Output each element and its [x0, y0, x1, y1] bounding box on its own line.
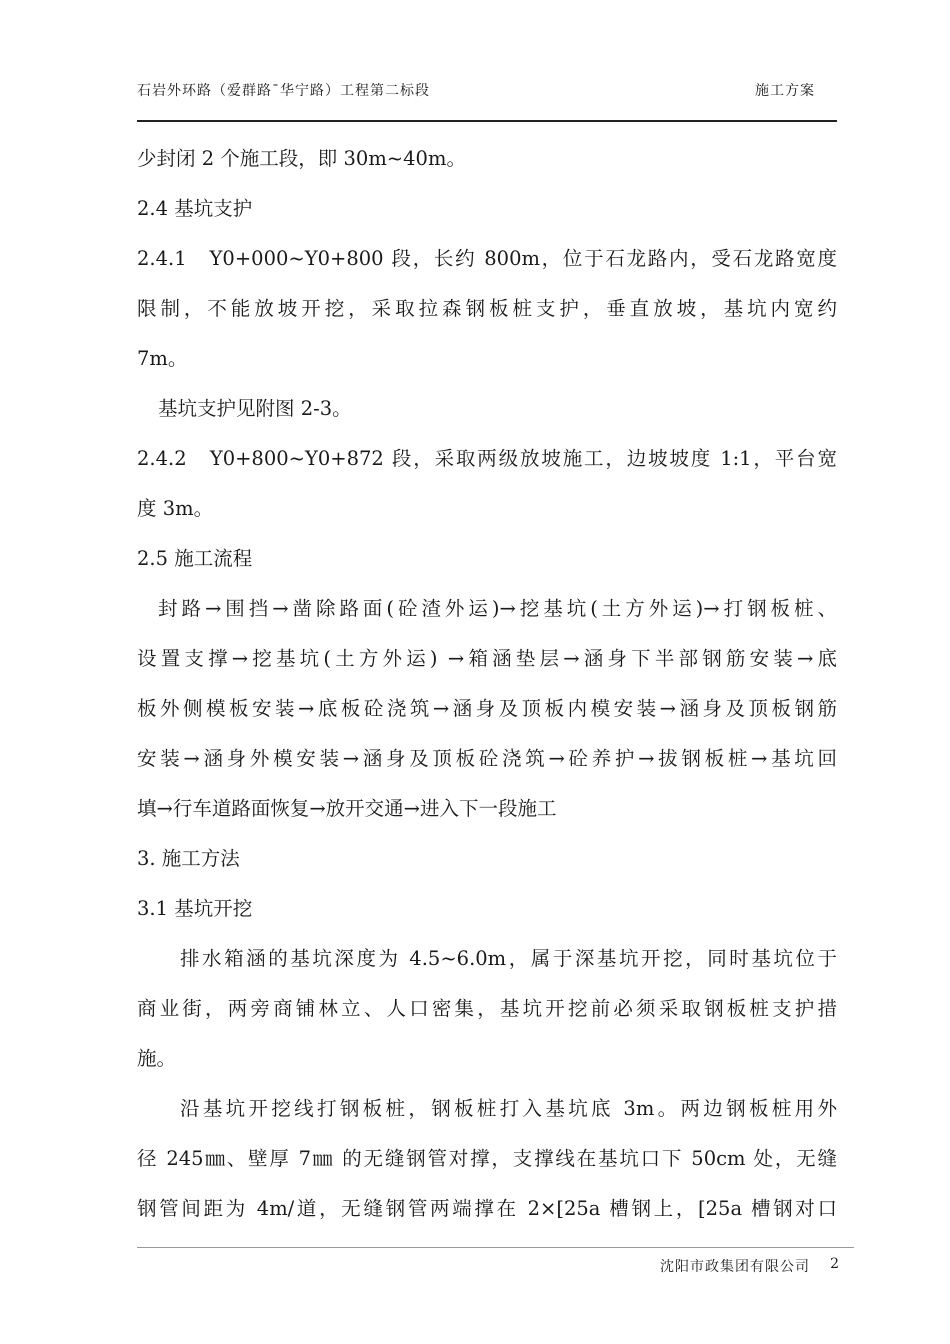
header-project-title: 石岩外环路（爱群路¯华宁路）工程第二标段 [137, 83, 430, 99]
body-line-6: 基坑支护见附图 2-3。 [158, 397, 352, 420]
body-line-11: 设置支撑→挖基坑(土方外运) →箱涵垫层→涵身下半部钢筋安装→底 [137, 647, 837, 670]
body-line-5: 7m。 [137, 347, 188, 370]
header-divider [137, 120, 837, 122]
footer-company-name: 沈阳市政集团有限公司 [660, 1259, 810, 1275]
body-line-19: 施。 [137, 1047, 177, 1070]
body-line-21: 径 245㎜、壁厚 7㎜ 的无缝钢管对撑，支撑线在基坑口下 50cm 处，无缝 [137, 1147, 837, 1170]
body-line-12: 板外侧模板安装→底板砼浇筑→涵身及顶板内模安装→涵身及顶板钢筋 [137, 697, 837, 720]
section-heading-3: 3. 施工方法 [137, 847, 240, 870]
page-number: 2 [830, 1256, 840, 1272]
body-line-22: 钢管间距为 4m/道，无缝钢管两端撑在 2×[25a 槽钢上，[25a 槽钢对口 [137, 1197, 837, 1220]
page-footer [137, 1256, 854, 1280]
section-heading-3-1: 3.1 基坑开挖 [137, 897, 253, 920]
page-header [137, 80, 837, 106]
body-line-17: 排水箱涵的基坑深度为 4.5~6.0m，属于深基坑开挖，同时基坑位于 [180, 947, 837, 970]
document-body [137, 134, 837, 1234]
body-line-1: 少封闭 2 个施工段，即 30m~40m。 [137, 147, 466, 170]
body-line-14: 填→行车道路面恢复→放开交通→进入下一段施工 [137, 797, 557, 820]
body-line-10: 封路→围挡→凿除路面(砼渣外运)→挖基坑(土方外运)→打钢板桩、 [158, 597, 837, 620]
header-document-type: 施工方案 [755, 83, 815, 99]
body-line-7: 2.4.2 Y0+800~Y0+872 段，采取两级放坡施工，边坡坡度 1:1，平台宽 [137, 447, 837, 470]
footer-divider [137, 1247, 854, 1248]
body-line-18: 商业街，两旁商铺林立、人口密集，基坑开挖前必须采取钢板桩支护措 [137, 997, 837, 1020]
body-line-4: 限制，不能放坡开挖，采取拉森钢板桩支护，垂直放坡，基坑内宽约 [137, 297, 837, 320]
body-line-20: 沿基坑开挖线打钢板桩，钢板桩打入基坑底 3m。两边钢板桩用外 [180, 1097, 837, 1120]
section-heading-2-5: 2.5 施工流程 [137, 547, 253, 570]
section-heading-2-4: 2.4 基坑支护 [137, 197, 253, 220]
body-line-3: 2.4.1 Y0+000~Y0+800 段，长约 800m，位于石龙路内，受石龙路宽度 [137, 247, 837, 270]
body-line-13: 安装→涵身外模安装→涵身及顶板砼浇筑→砼养护→拔钢板桩→基坑回 [137, 747, 837, 770]
body-line-8: 度 3m。 [137, 497, 214, 520]
